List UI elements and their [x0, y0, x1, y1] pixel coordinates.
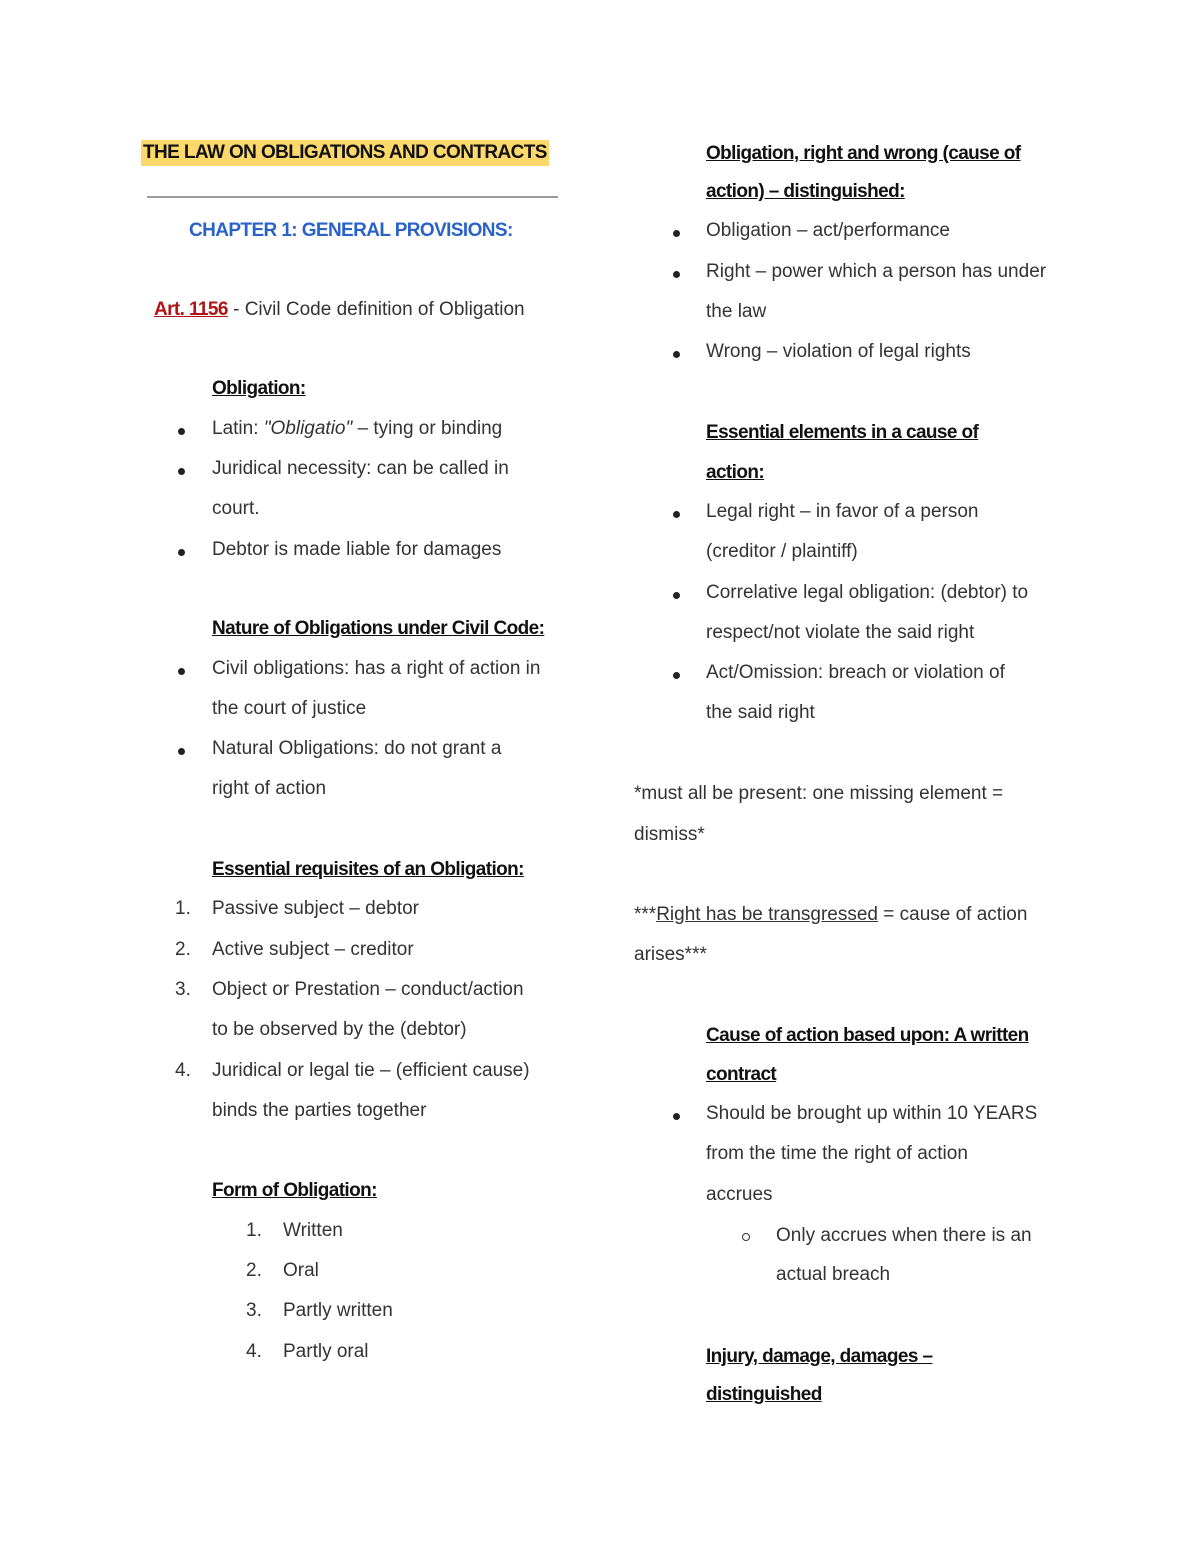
list-item: Object or Prestation – conduct/action [212, 979, 524, 1000]
note-transgressed [634, 904, 1027, 926]
list-item: Civil obligations: has a right of action in [212, 658, 541, 679]
sub-list-item-continued: actual breach [776, 1264, 891, 1285]
list-item-continued: binds the parties together [212, 1100, 427, 1121]
list-item: Obligation – act/performance [706, 220, 950, 241]
note-underlined: Right has be transgressed [656, 904, 878, 925]
injury-heading: Injury, damage, damages – [706, 1346, 933, 1367]
bullet-icon [178, 428, 185, 435]
list-item: Right – power which a person has under [706, 261, 1047, 282]
list-item: Juridical or legal tie – (efficient cause) [212, 1060, 530, 1081]
injury-heading-continued: distinguished [706, 1384, 822, 1405]
horizontal-rule [147, 196, 558, 198]
list-item-continued: respect/not violate the said right [706, 622, 975, 643]
written-contract-heading: Cause of action based upon: A written [706, 1025, 1029, 1046]
bullet-icon [178, 468, 185, 475]
list-number: 3. [246, 1300, 262, 1321]
nature-heading: Nature of Obligations under Civil Code: [212, 618, 545, 639]
list-item: Written [283, 1220, 343, 1241]
list-number: 2. [246, 1260, 262, 1281]
bullet-icon [673, 230, 680, 237]
bullet-icon [673, 672, 680, 679]
list-item: Should be brought up within 10 YEARS [706, 1103, 1038, 1124]
written-contract-heading-continued: contract [706, 1064, 777, 1085]
article-text: - Civil Code definition of Obligation [227, 299, 525, 320]
hollow-bullet-icon [742, 1233, 750, 1241]
bullet-icon [178, 668, 185, 675]
elements-heading-continued: action: [706, 462, 765, 483]
item-prefix: Latin: [212, 418, 264, 439]
list-item: Partly written [283, 1300, 393, 1321]
list-item: Act/Omission: breach or violation of [706, 662, 1005, 683]
list-item-continued: accrues [706, 1184, 773, 1205]
distinguished-heading-continued: action) – distinguished: [706, 181, 905, 202]
list-item: Passive subject – debtor [212, 898, 420, 919]
bullet-icon [673, 592, 680, 599]
list-item: Wrong – violation of legal rights [706, 341, 971, 362]
list-item-continued: right of action [212, 778, 327, 799]
requisites-heading: Essential requisites of an Obligation: [212, 859, 524, 880]
bullet-icon [673, 271, 680, 278]
distinguished-heading: Obligation, right and wrong (cause of [706, 143, 1021, 164]
list-number: 1. [175, 898, 191, 919]
bullet-icon [178, 748, 185, 755]
list-item: Natural Obligations: do not grant a [212, 738, 502, 759]
bullet-icon [673, 351, 680, 358]
list-item: Debtor is made liable for damages [212, 539, 502, 560]
note-prefix: *** [634, 904, 657, 925]
chapter-heading: CHAPTER 1: GENERAL PROVISIONS: [189, 220, 513, 241]
form-heading: Form of Obligation: [212, 1180, 377, 1201]
list-item-continued: the court of justice [212, 698, 367, 719]
list-item-continued: (creditor / plaintiff) [706, 541, 858, 562]
list-item: Correlative legal obligation: (debtor) to [706, 582, 1029, 603]
item-suffix: – tying or binding [352, 418, 503, 439]
list-number: 1. [246, 1220, 262, 1241]
item-italic: "Obligatio" [263, 418, 353, 439]
list-item: Active subject – creditor [212, 939, 414, 960]
list-number: 4. [246, 1341, 262, 1362]
list-item-continued: the law [706, 301, 767, 322]
list-item-continued: the said right [706, 702, 815, 723]
sub-list-item: Only accrues when there is an [776, 1225, 1032, 1246]
list-item: Legal right – in favor of a person [706, 501, 979, 522]
elements-heading: Essential elements in a cause of [706, 422, 979, 443]
note-line: *must all be present: one missing element = [634, 783, 1004, 804]
list-number: 4. [175, 1060, 191, 1081]
list-item-continued: to be observed by the (debtor) [212, 1019, 467, 1040]
list-item-continued: court. [212, 498, 260, 519]
bullet-icon [673, 511, 680, 518]
note-line-continued: dismiss* [634, 824, 705, 845]
list-item: Partly oral [283, 1341, 369, 1362]
list-item: Oral [283, 1260, 319, 1281]
list-item: Juridical necessity: can be called in [212, 458, 509, 479]
list-item-continued: from the time the right of action [706, 1143, 968, 1164]
bullet-icon [673, 1113, 680, 1120]
document-title: THE LAW ON OBLIGATIONS AND CONTRACTS [141, 140, 549, 166]
note-suffix: = cause of action [877, 904, 1028, 925]
list-number: 3. [175, 979, 191, 1000]
note-transgressed-continued: arises*** [634, 944, 707, 965]
article-line [154, 299, 525, 321]
list-item [212, 418, 502, 440]
bullet-icon [178, 549, 185, 556]
obligation-heading: Obligation: [212, 378, 306, 399]
list-number: 2. [175, 939, 191, 960]
article-ref: Art. 1156 [154, 299, 228, 320]
